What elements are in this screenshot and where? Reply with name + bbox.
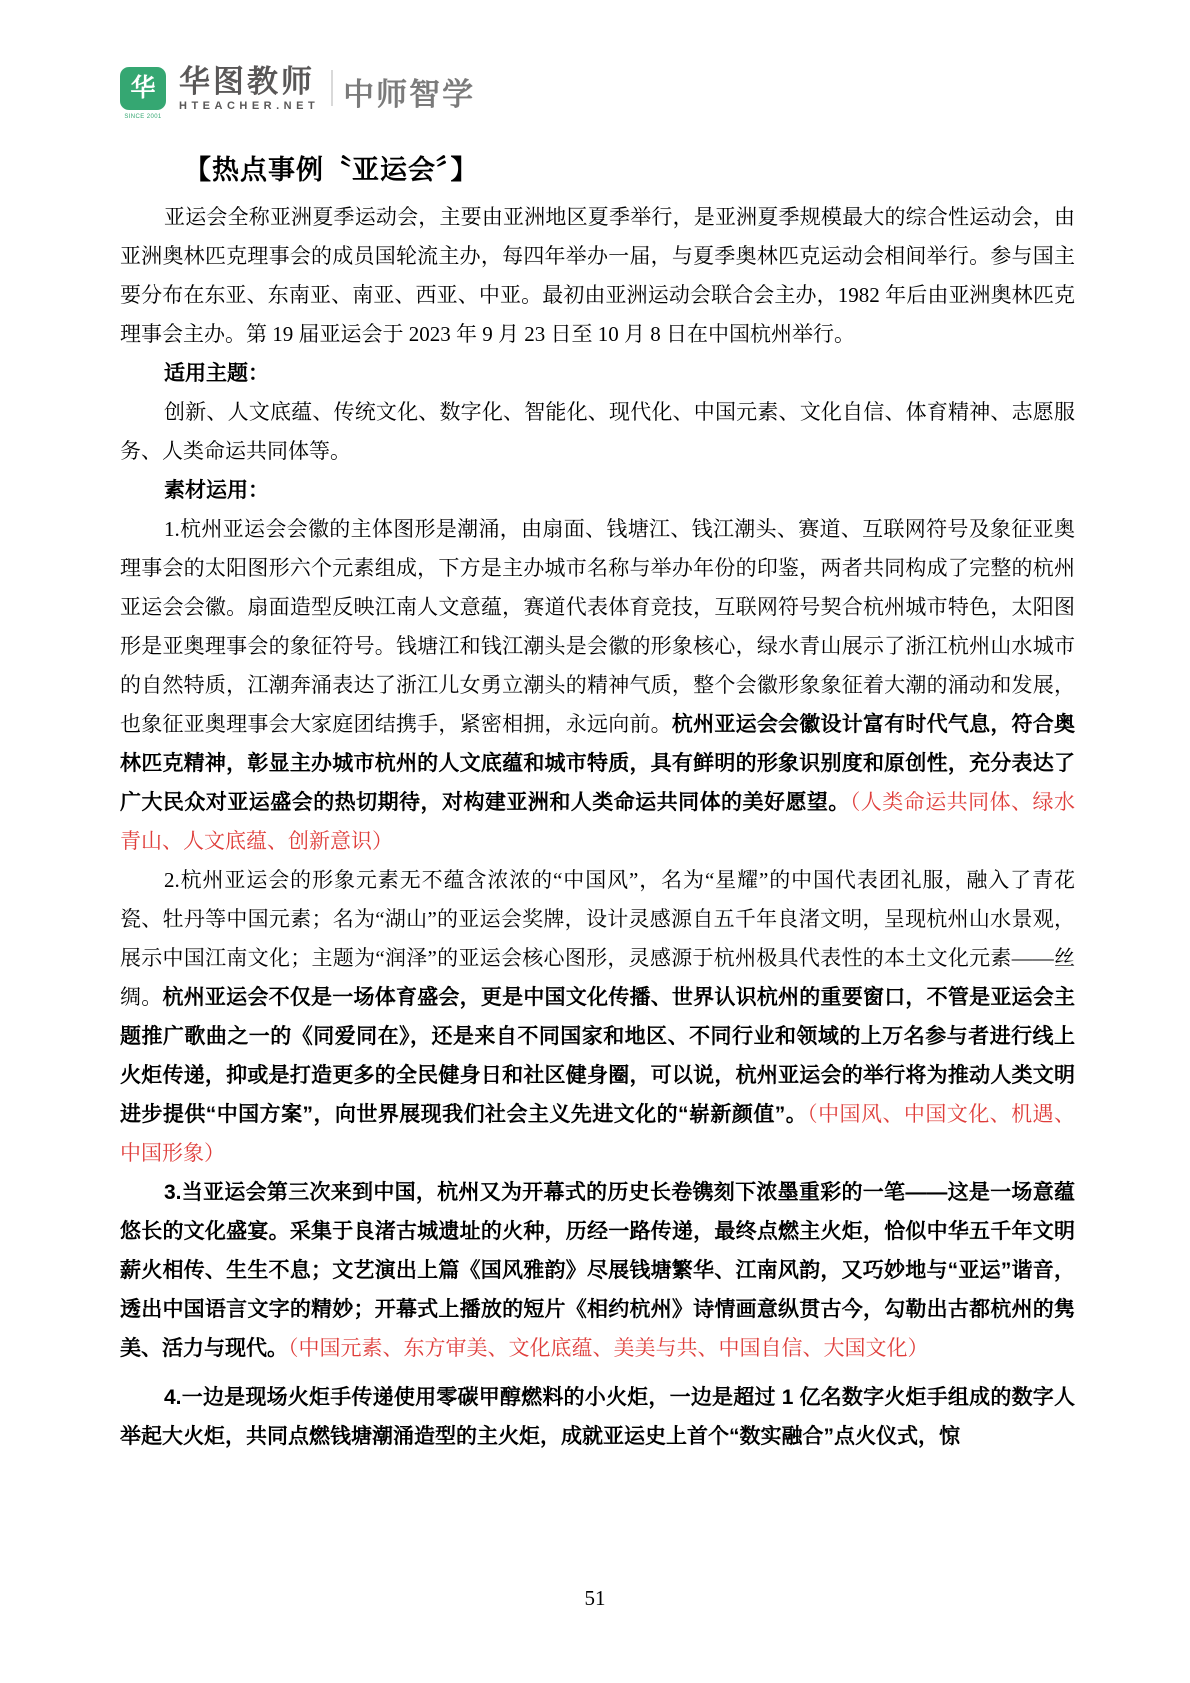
text-run-regular: 创新、人文底蕴、传统文化、数字化、智能化、现代化、中国元素、文化自信、体育精神、志愿服务、人类命运共同体等。 bbox=[120, 400, 1075, 463]
brand-name: 华图教师 bbox=[179, 64, 315, 99]
intro-paragraph bbox=[120, 198, 1075, 354]
text-run-red: （中国风、中国文化、机遇、中国形象） bbox=[120, 1102, 1076, 1165]
text-run-bold: 适用主题： bbox=[164, 362, 269, 385]
topics-heading bbox=[120, 354, 1075, 393]
text-run-regular: 2.杭州亚运会的形象元素无不蕴含浓浓的“中国风”，名为“星耀”的中国代表团礼服，融入了青花瓷、牡丹等中国元素；名为“湖山”的亚运会奖牌，设计灵感源自五千年良渚文明，呈现杭州山水景观，展示中国江南文化；主题为“润泽”的亚运会核心图形，灵感源于杭州极具代表性的本土文化元素——丝绸。 bbox=[120, 868, 1075, 1009]
page-title: 【热点事例〝亚运会〞】 bbox=[184, 155, 479, 185]
logo-since-text: SINCE 2001 bbox=[124, 114, 162, 120]
text-run-bold: 杭州亚运会会徽设计富有时代气息，符合奥林匹克精神，彰显主办城市杭州的人文底蕴和城市特质，具有鲜明的形象识别度和原创性，充分表达了广大民众对亚运盛会的热切期待，对构建亚洲和人类命运共同体的美好愿望。 bbox=[120, 713, 1076, 814]
text-run-red: （人类命运共同体、绿水青山、人文底蕴、创新意识） bbox=[120, 790, 1076, 853]
text-run-bold: 4.一边是现场火炬手传递使用零碳甲醇燃料的小火炬，一边是超过 1 亿名数字火炬手组成的数字人举起大火炬，共同点燃钱塘潮涌造型的主火炬，成就亚运史上首个“数实融合”点火仪式，惊 bbox=[120, 1386, 1075, 1448]
text-run-regular: 1.杭州亚运会会徽的主体图形是潮涌，由扇面、钱塘江、钱江潮头、赛道、互联网符号及象征亚奥理事会的太阳图形六个元素组成，下方是主办城市名称与举办年份的印鉴，两者共同构成了完整的杭州亚运会会徽。扇面造型反映江南人文意蕴，赛道代表体育竞技，互联网符号契合杭州城市特色，太阳图形是亚奥理事会的象征符号。钱塘江和钱江潮头是会徽的形象核心，绿水青山展示了浙江杭州山水城市的自然特质，江潮奔涌表达了浙江儿女勇立潮头的精神气质，整个会徽形象象征着大潮的涌动和发展，也象征亚奥理事会大家庭团结携手，紧密相拥，永远向前。 bbox=[120, 517, 1075, 736]
text-run-bold: 杭州亚运会不仅是一场体育盛会，更是中国文化传播、世界认识杭州的重要窗口，不管是亚运会主题推广歌曲之一的《同爱同在》，还是来自不同国家和地区、不同行业和领域的上万名参与者进行线上火炬传递，抑或是打造更多的全民健身日和社区健身圈，可以说，杭州亚运会的举行将为推动人类文明进步提供“中国方案”，向世界展现我们社会主义先进文化的“崭新颜值”。 bbox=[120, 986, 1076, 1126]
brand-name-block bbox=[179, 66, 319, 112]
text-run-bold: 3.当亚运会第三次来到中国，杭州又为开幕式的历史长卷镌刻下浓墨重彩的一笔——这是一场意蕴悠长的文化盛宴。采集于良渚古城遗址的火种，历经一路传递，最终点燃主火炬，恰似中华五千年文明薪火相传、生生不息；文艺演出上篇《国风雅韵》尽展钱塘繁华、江南风韵，又巧妙地与“亚运”谐音，透出中国语言文字的精妙；开幕式上播放的短片《相约杭州》诗情画意纵贯古今，勾勒出古都杭州的隽美、活力与现代。 bbox=[120, 1181, 1075, 1360]
text-run-regular: 亚运会全称亚洲夏季运动会，主要由亚洲地区夏季举行，是亚洲夏季规模最大的综合性运动会，由亚洲奥林匹克理事会的成员国轮流主办，每四年举办一届，与夏季奥林匹克运动会相间举行。参与国主要分布在东亚、东南亚、南亚、西亚、中亚。最初由亚洲运动会联合会主办，1982 年后由亚洲奥林匹克理事会主办。第 19 届亚运会于 2023 年 9 月 23 日至 10 月 8 日在中国杭州举行。 bbox=[120, 205, 1075, 346]
material-paragraph-3 bbox=[120, 1173, 1075, 1368]
page-number: 51 bbox=[584, 1586, 606, 1610]
huatu-logo-icon bbox=[120, 67, 166, 120]
brand-header bbox=[120, 66, 1075, 124]
usage-heading bbox=[120, 471, 1075, 510]
brand-domain: HTEACHER.NET bbox=[179, 100, 320, 112]
brand-divider bbox=[331, 70, 333, 106]
brand-secondary-name: 中师智学 bbox=[343, 77, 476, 112]
material-paragraph-1 bbox=[120, 510, 1075, 861]
text-run-bold: 素材运用： bbox=[164, 479, 269, 502]
material-paragraph-4 bbox=[120, 1378, 1075, 1456]
logo-glyph: 华 bbox=[130, 74, 156, 102]
topics-paragraph bbox=[120, 393, 1075, 471]
material-paragraph-2 bbox=[120, 861, 1075, 1173]
document-body bbox=[120, 198, 1075, 1456]
text-run-red: （中国元素、东方审美、文化底蕴、美美与共、中国自信、大国文化） bbox=[288, 1336, 929, 1360]
